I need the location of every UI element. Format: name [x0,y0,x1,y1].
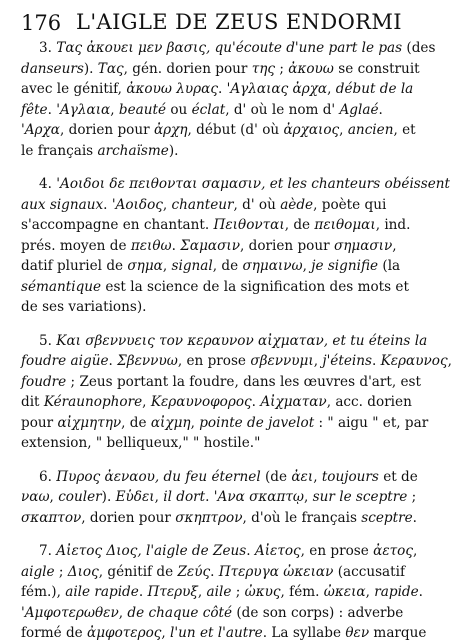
commentary-text: ). [101,489,116,505]
note-7 [21,541,455,644]
greek-term: Κεραυνοφορος [150,394,252,410]
italic-gloss: beauté [118,101,167,118]
italic-gloss: pointe de javelot [199,414,315,431]
commentary-text: , fém. [280,584,324,600]
greek-term: 'Ανα σκαπτῳ [213,489,305,505]
italic-gloss: aile rapide [65,584,139,600]
commentary-text: est la science de la signification des mots et [101,278,409,295]
commentary-text: et de [378,468,418,485]
italic-gloss: archaïsme [97,142,169,159]
italic-gloss: rapide [374,584,419,600]
greek-term: σβεννυμι [250,353,314,369]
commentary-text: , [327,81,336,97]
commentary-text: . [47,101,57,118]
italic-gloss: je signifie [311,258,379,274]
commentary-text: , d' où [233,196,281,213]
note-line [21,413,455,434]
italic-gloss: l'un et l'autre [170,625,263,641]
note-line [21,372,455,393]
page-header [21,0,455,38]
note-line [21,120,455,141]
note-line [21,508,455,529]
commentary-text: . [412,509,417,526]
italic-gloss: de chaque côté [127,604,233,621]
note-line [21,351,455,372]
italic-gloss: l'aigle de Zeus [141,543,247,559]
italic-gloss: sur le sceptre [312,489,408,505]
commentary-text: . [217,81,227,97]
greek-term: 'Αμφοτερωθεν [21,604,119,621]
commentary-text: se construit [333,60,420,77]
italic-gloss: aux signaux [21,196,104,213]
greek-term: Αἰετος [254,543,301,559]
note-line [21,562,455,583]
commentary-text: , dorien pour [59,122,154,138]
commentary-text: , [190,414,200,431]
commentary-text: , [197,584,207,600]
running-title: L'AIGLE DE ZEUS ENDORMI [76,10,402,34]
note-line [21,331,455,352]
italic-gloss: danseurs [21,60,84,77]
commentary-text: , acc. dorien [326,394,412,410]
commentary-text: (de [260,468,292,485]
greek-term: Κεραυνος [380,353,448,369]
greek-term: σκηπτρον [175,509,243,526]
commentary-text: marque [369,625,427,641]
note-line [21,603,455,624]
italic-gloss: et les chanteurs obéissent [265,176,451,192]
greek-term: ἀμφοτερος [87,625,162,641]
greek-term: ἀρχαιος [283,122,340,138]
commentary-text: (des [402,40,436,56]
note-line [21,467,455,488]
commentary-text: , et [393,122,416,138]
commentary-text: , [49,489,59,505]
commentary-text: ; [407,489,417,505]
italic-gloss: chanteur [171,196,234,213]
note-line [21,59,455,80]
commentary-text: , ind. [375,217,411,233]
note-number: 6. [39,468,57,485]
commentary-text: . [103,196,112,213]
italic-gloss: sémantique [21,278,102,295]
commentary-text: formé de [21,625,88,641]
note-line [21,487,455,508]
commentary-text: ; [54,563,68,580]
commentary-text: , [412,543,418,559]
commentary-text: ; Zeus portant la foudre, dans les œuvres d'art, est [66,373,421,390]
commentary-text: (accusatif [333,563,406,580]
italic-gloss: aigle [21,563,55,580]
note-line [21,38,455,59]
greek-term: Αἰχματαν [260,394,327,410]
greek-term: ἀκουω [288,60,334,77]
note-number: 5. [39,332,57,349]
greek-term: Τας ἀκουει μεν βασις, [56,40,211,56]
italic-gloss: foudre aigüe [21,353,109,369]
greek-term: 'Αοιδοι δε πειθονται σαμασιν, [56,176,266,192]
note-number: 3. [39,40,57,56]
page-number: 176 [21,11,62,35]
italic-gloss: début de la [335,81,414,97]
commentary-text: pour [21,414,58,431]
commentary-text: . [371,353,381,369]
greek-term: ἀει [291,468,314,485]
greek-term: Zεύς [177,563,211,580]
note-line [21,174,455,195]
commentary-text: extension, " belliqueux," " hostile." [21,435,261,451]
greek-term: ἀρχη [153,122,188,138]
commentary-text: . [246,543,255,559]
commentary-text: . [108,353,118,369]
greek-term: ὠκυς [244,584,281,600]
commentary-text: , dorien pour [239,237,334,254]
commentary-text: , [304,489,313,505]
commentary-text: , d'où le français [242,509,362,526]
commentary-text: , [365,584,375,600]
note-number: 7. [39,543,57,559]
note-line [21,297,455,318]
greek-term: πειθομαι [314,217,376,233]
note-number: 4. [39,176,57,192]
italic-gloss: ancien [347,122,394,138]
greek-term: αἰχμητην [57,414,122,431]
commentary-text: . [251,394,261,410]
commentary-text: ou [166,101,192,118]
note-line [21,100,455,121]
italic-gloss: aile [206,584,232,600]
commentary-text: , de [121,414,151,431]
italic-gloss: il dort [163,489,206,505]
italic-gloss: et tu éteins la [328,332,428,349]
commentary-text: , [162,258,172,274]
greek-term: ὠκεια [323,584,366,600]
greek-term: 'Αγλαιας ἀρχα [226,81,328,97]
commentary-text: , dorien pour [81,509,176,526]
commentary-text: , [142,394,151,410]
commentary-text: ; [275,60,289,77]
note-line [21,623,455,644]
italic-gloss: signal [171,258,213,274]
commentary-text: , gén. dorien pour [123,60,252,77]
commentary-text: . [210,563,219,580]
greek-term: σημαινω [242,258,303,274]
commentary-text: , poète qui [313,196,387,213]
greek-term: Εὑδει [115,489,155,505]
commentary-text: le français [21,142,98,159]
commentary-text: ). [168,142,179,159]
note-6 [21,467,455,529]
commentary-text: . [138,584,148,600]
notes-body [21,38,455,644]
italic-gloss: Kéraunophore [43,394,143,410]
italic-gloss: qu'écoute d'une part le pas [210,40,403,56]
commentary-text: prés. moyen de [21,237,131,254]
note-line [21,256,455,277]
note-line [21,277,455,298]
greek-term: Πειθονται [213,217,285,233]
greek-term: Πυρος ἀεναου, [56,468,160,485]
commentary-text: (la [378,258,401,274]
commentary-text: (de son corps) : adverbe [232,604,404,621]
commentary-text: , [110,101,119,118]
greek-term: 'Αοιδος [111,196,163,213]
note-line [21,582,455,603]
commentary-text: , de [284,217,315,233]
commentary-text: , [313,468,322,485]
commentary-text: , [154,489,164,505]
commentary-text: , [313,353,323,369]
commentary-text: , en prose [300,543,374,559]
greek-term: Τας [97,60,124,77]
greek-term: πειθω [130,237,172,254]
greek-term: Πτερυξ [147,584,198,600]
commentary-text: ). [83,60,98,77]
greek-term: ἀετος [373,543,413,559]
note-3 [21,38,455,161]
commentary-text: , [447,353,452,369]
commentary-text: de ses variations). [21,299,147,315]
commentary-text: , [118,604,128,621]
greek-term: Διος [67,563,99,580]
note-4 [21,174,455,318]
commentary-text: , de [212,258,243,274]
commentary-text: fém.), [21,584,66,600]
greek-term: Πτερυγα ὠκειαν [218,563,334,580]
commentary-text: dit [21,394,44,410]
commentary-text: datif pluriel de [21,258,128,274]
note-line [21,392,455,413]
commentary-text: , en prose [177,353,251,369]
greek-term: σημα [127,258,163,274]
commentary-text: , [339,122,348,138]
greek-term: 'Αρχα [21,122,60,138]
greek-term: Αἰετος Διος, [56,543,142,559]
note-line [21,141,455,162]
note-5 [21,331,455,454]
italic-gloss: j'éteins [322,353,372,369]
commentary-text: : " aigu " et, par [314,414,429,431]
commentary-text: . [205,489,214,505]
note-line [21,79,455,100]
italic-gloss: aède [280,196,314,213]
greek-term: σκαπτον [21,509,82,526]
commentary-text: , d' où le nom d' [225,101,340,118]
italic-gloss: couler [58,489,102,505]
commentary-text: , [161,625,171,641]
commentary-text: , [302,258,312,274]
greek-term: αἰχμη [150,414,191,431]
commentary-text: . [418,584,423,600]
italic-gloss: du feu éternel [159,468,261,485]
greek-term: Και σβεννυεις τον κεραυνον αἰχματαν, [56,332,329,349]
commentary-text: . La syllabe [262,625,346,641]
greek-term: ἀκουω λυρας [126,81,218,97]
note-line [21,541,455,562]
commentary-text: , [162,196,172,213]
commentary-text: avec le génitif, [21,81,127,97]
italic-gloss: fête [21,101,48,118]
greek-term: ναω [21,489,50,505]
commentary-text: , début (d' où [187,122,284,138]
italic-gloss: toujours [321,468,379,485]
commentary-text: , [392,237,397,254]
commentary-text: s'accompagne en chantant. [21,217,214,233]
greek-term: Σαμασιν [180,237,240,254]
note-line [21,236,455,257]
commentary-text: . [378,101,383,118]
commentary-text: . [171,237,181,254]
commentary-text: ; [231,584,245,600]
greek-term: θεν [345,625,370,641]
commentary-text: , génitif de [98,563,178,580]
note-line [21,215,455,236]
italic-gloss: éclat [191,101,226,118]
note-line [21,195,455,216]
note-line [21,433,455,454]
italic-gloss: sceptre [361,509,413,526]
greek-term: σημασιν [333,237,393,254]
greek-term: Σβεννυω [117,353,178,369]
italic-gloss: foudre [21,373,67,390]
italic-gloss: Aglaé [339,101,379,118]
greek-term: της [251,60,276,77]
greek-term: 'Αγλαια [56,101,111,118]
